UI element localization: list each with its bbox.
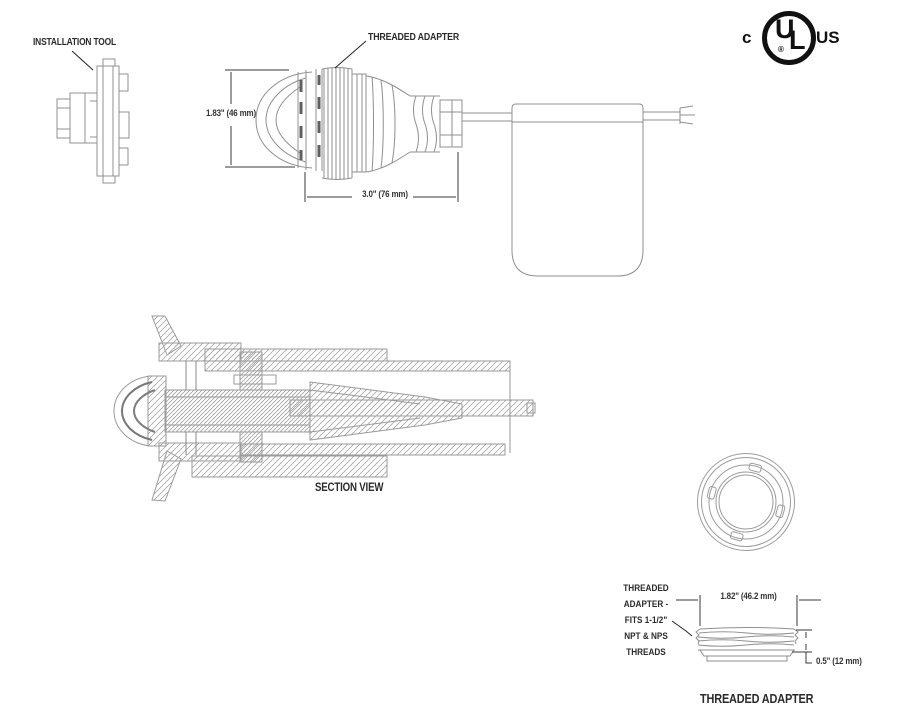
adapter-side-drawing [696,628,798,662]
adapter-note-line-3: FITS 1-1/2" [624,615,668,626]
ul-us-mark: US [816,28,840,47]
adapter-diameter-dimension: 1.82" (46.2 mm) [720,591,777,602]
adapter-dimension-lines [672,595,821,663]
section-view-label: SECTION VIEW [315,482,384,494]
installation-tool-drawing [57,51,129,183]
ul-certification-badge [742,8,852,70]
installation-tool-label: INSTALLATION TOOL [33,37,117,48]
lens-diameter-dimension: 1.83" (46 mm) [206,108,256,119]
section-view-drawing [114,316,535,501]
adapter-note-line-1: THREADED [623,583,669,594]
ul-circle-icon [762,11,816,65]
ul-letter-l: L [789,25,806,55]
ul-letter-u: U [775,14,795,44]
top-dimension-lines [225,41,458,202]
threaded-adapter-caption: THREADED ADAPTER [700,691,814,706]
body-length-dimension: 3.0" (76 mm) [362,189,408,200]
adapter-note-line-2: ADAPTER - [623,599,669,610]
adapter-note-line-5: THREADS [626,647,666,658]
ul-canada-mark: c [742,28,752,47]
registered-trademark-icon: ® [778,45,784,54]
adapter-assembly-drawing [256,67,695,276]
adapter-note-line-4: NPT & NPS [624,631,668,642]
adapter-height-dimension: 0.5" (12 mm) [816,656,862,667]
adapter-front-drawing [698,454,795,551]
threaded-adapter-callout-label: THREADED ADAPTER [368,31,460,43]
